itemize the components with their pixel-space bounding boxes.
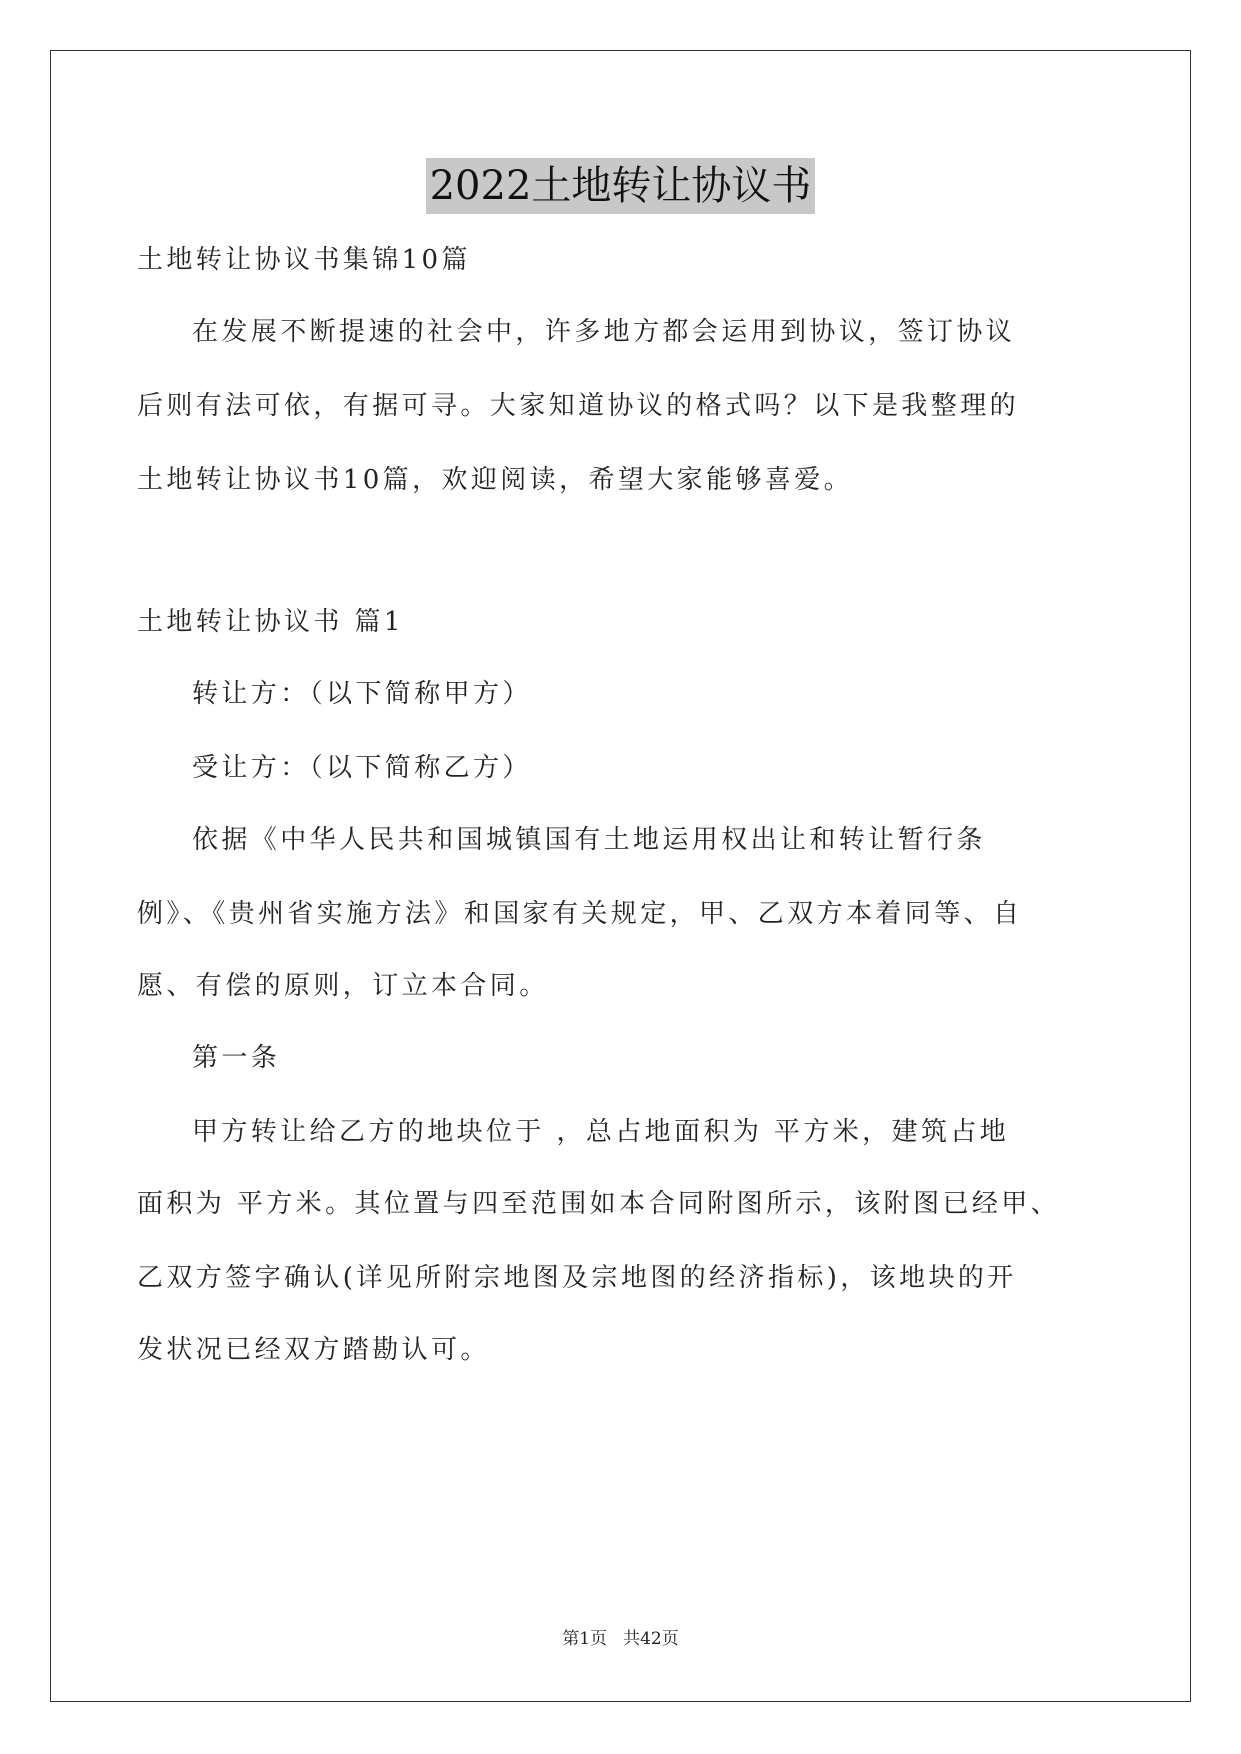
document-title-text: 2022土地转让协议书 <box>426 158 816 214</box>
article-1-line-1: 甲方转让给乙方的地块位于 ，总占地面积为 平方米，建筑占地 <box>192 1117 1010 1147</box>
basis-line-3: 愿、有偿的原则，订立本合同。 <box>137 971 549 1001</box>
document-title <box>0 158 1241 214</box>
page-footer <box>0 1624 1241 1649</box>
page-number: 第1页 <box>562 1629 608 1649</box>
section-heading: 土地转让协议书 篇1 <box>137 607 404 637</box>
article-1-line-2: 面积为 平方米。其位置与四至范围如本合同附图所示，该附图已经甲、 <box>137 1189 1061 1219</box>
transferor-line: 转让方：（以下简称甲方） <box>192 679 532 709</box>
subtitle: 土地转让协议书集锦10篇 <box>137 245 471 275</box>
intro-line-2: 后则有法可依，有据可寻。大家知道协议的格式吗？以下是我整理的 <box>137 391 1020 421</box>
intro-line-3: 土地转让协议书10篇，欢迎阅读，希望大家能够喜爱。 <box>137 465 854 495</box>
page-total: 共42页 <box>623 1629 679 1649</box>
article-1-line-4: 发状况已经双方踏勘认可。 <box>137 1335 490 1365</box>
intro-line-1: 在发展不断提速的社会中，许多地方都会运用到协议，签订协议 <box>192 317 1016 347</box>
article-1-line-3: 乙双方签字确认(详见所附宗地图及宗地图的经济指标)，该地块的开 <box>137 1263 1017 1293</box>
article-1-heading: 第一条 <box>192 1043 281 1073</box>
basis-line-2: 例》、《贵州省实施方法》和国家有关规定，甲、乙双方本着同等、自 <box>137 899 1023 929</box>
page-border <box>50 50 1191 1702</box>
transferee-line: 受让方：（以下简称乙方） <box>192 753 532 783</box>
basis-line-1: 依据《中华人民共和国城镇国有土地运用权出让和转让暂行条 <box>192 825 986 855</box>
